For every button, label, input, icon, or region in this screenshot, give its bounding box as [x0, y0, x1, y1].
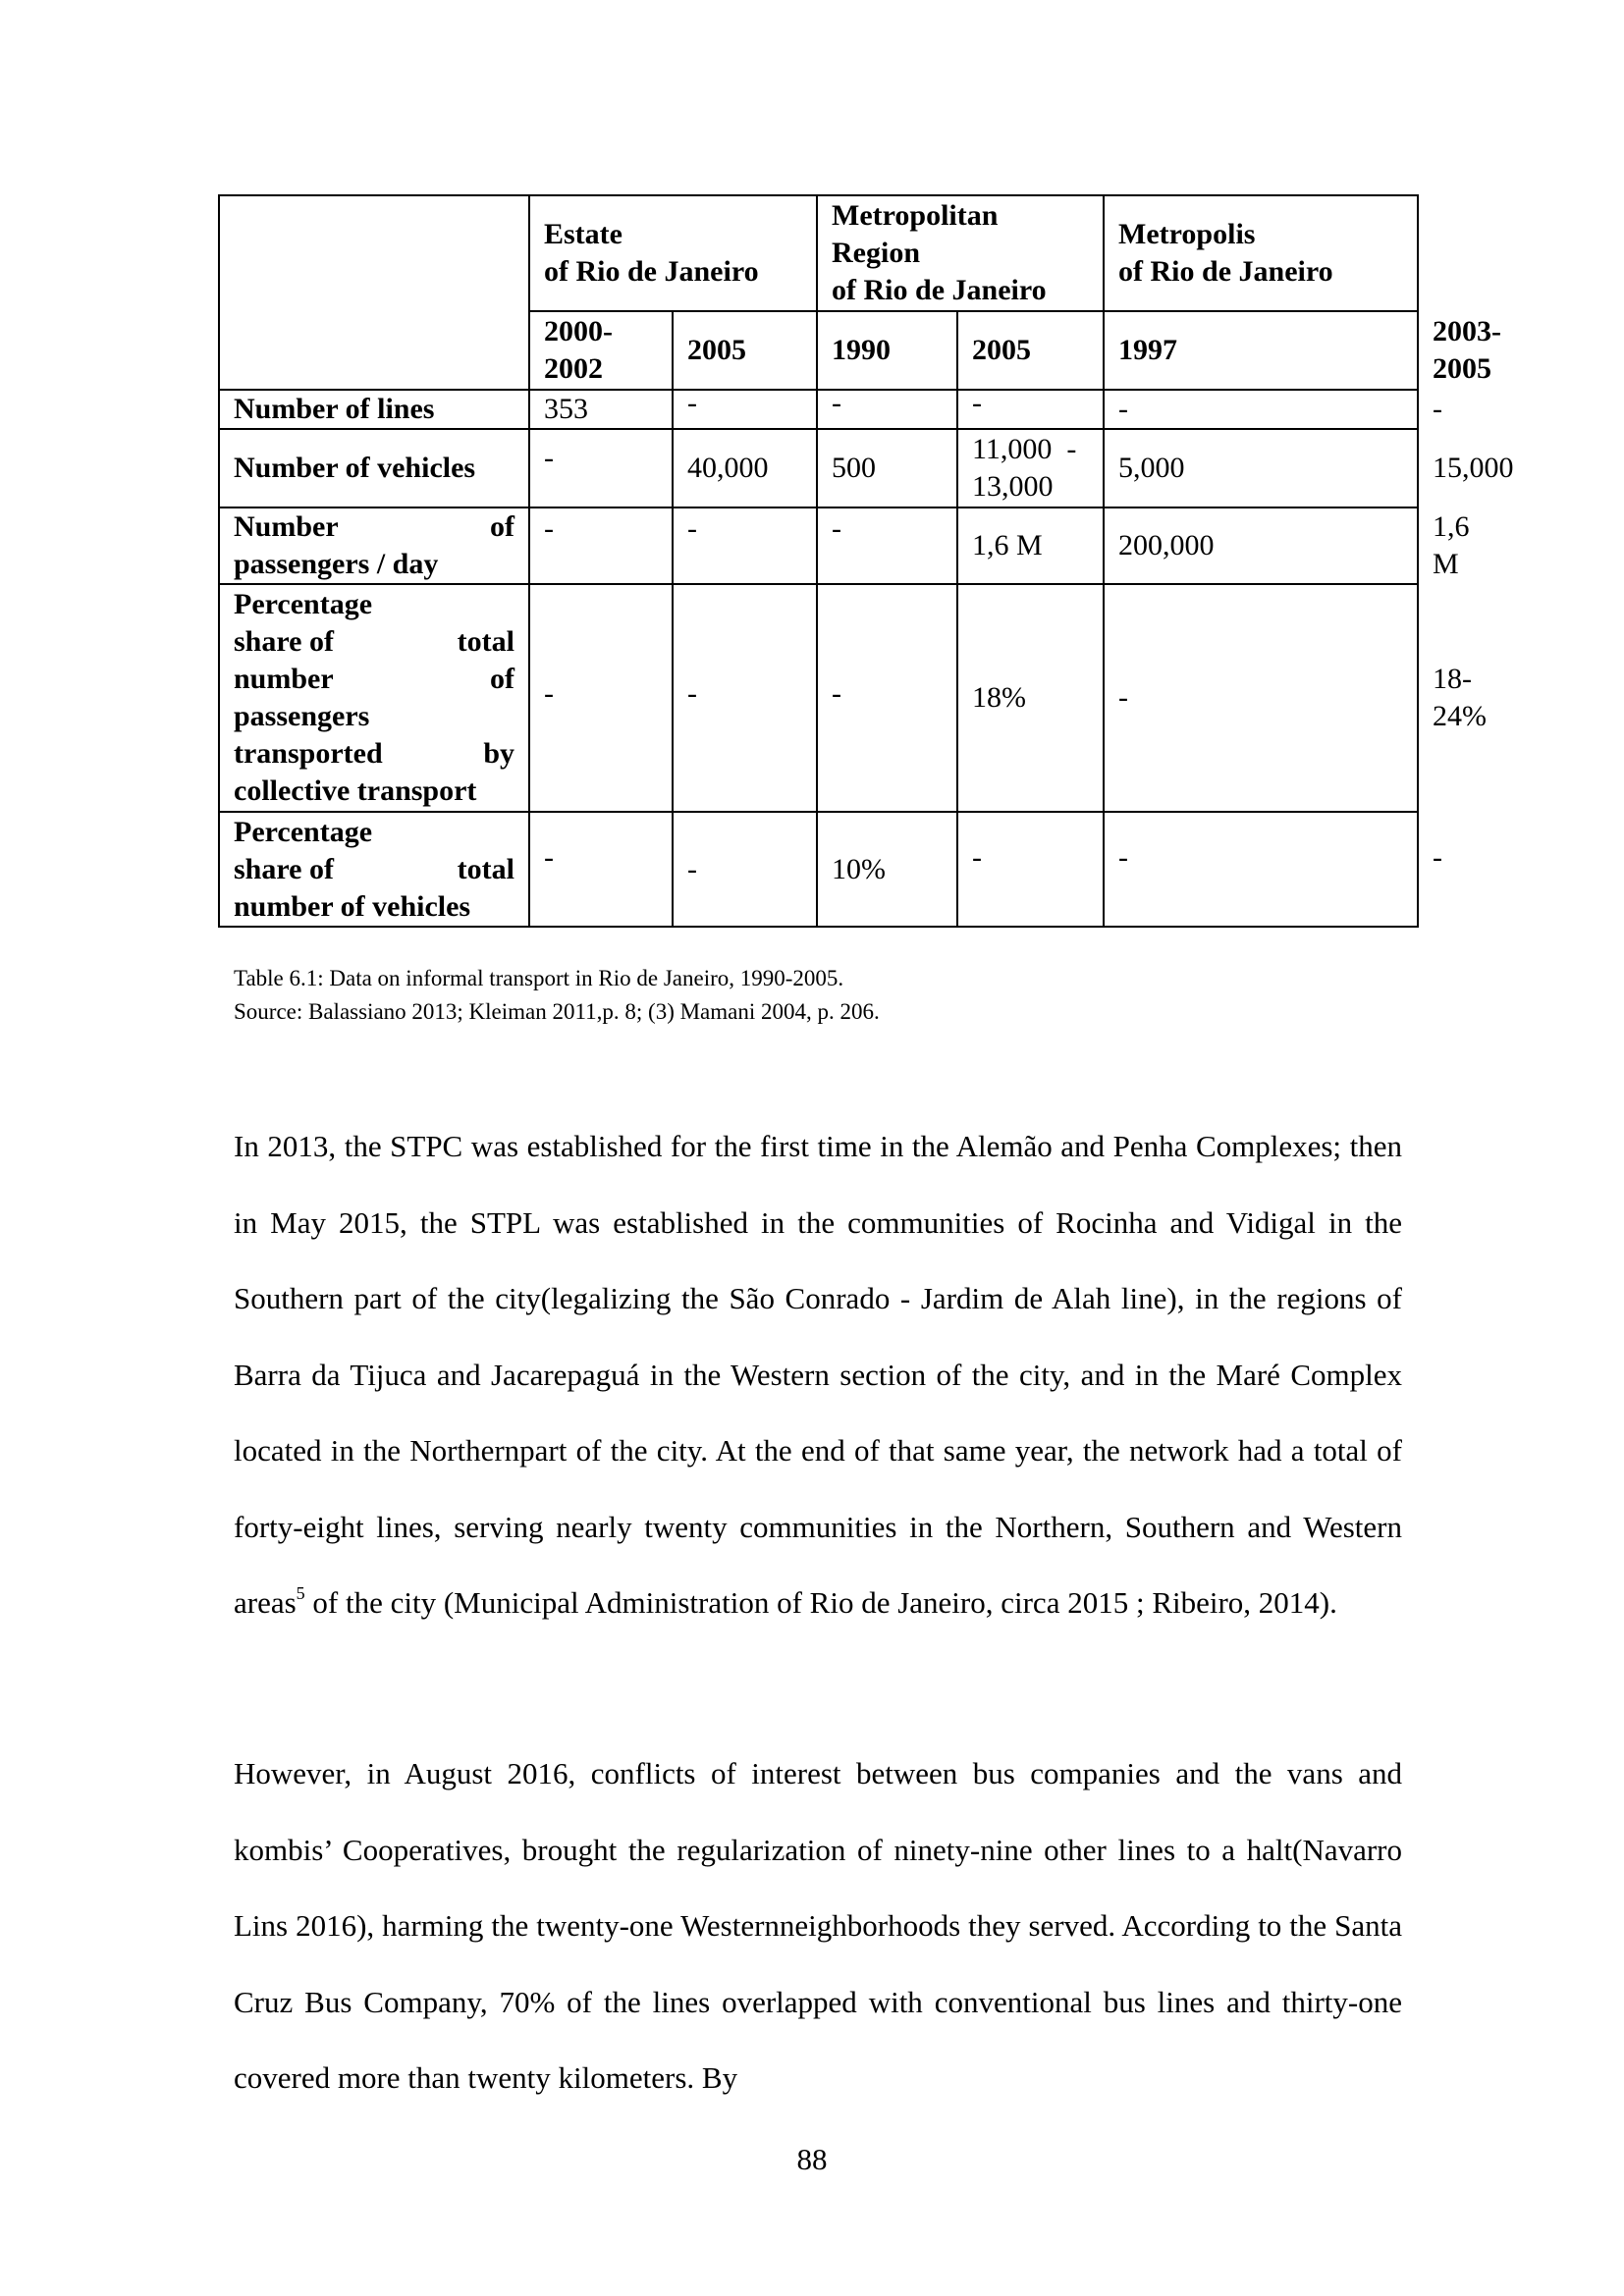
table-caption [234, 962, 880, 1029]
table-cell: 18% [957, 584, 1104, 812]
header-text: Metropolis [1118, 218, 1256, 250]
table-row: Number of passengers / day - - - 1,6 M 200,000 1,6 M [219, 507, 1418, 584]
row-label-line [234, 623, 514, 661]
header-text: 2000- [544, 315, 613, 347]
row-label-line: number of vehicles [234, 889, 471, 923]
table-cell: 200,000 [1104, 507, 1418, 584]
caption-source: Source: Balassiano 2013; Kleiman 2011,p. 8; (3) Mamani 2004, p. 206. [234, 999, 880, 1024]
table-row: Number of vehicles - 40,000 500 11,000 - 13,000 5,000 15,000 [219, 429, 1418, 507]
table-cell: 10% [817, 812, 957, 927]
year-header: 1990 [817, 311, 957, 390]
year-header [529, 311, 673, 390]
group-header-estate [529, 195, 817, 311]
header-text: of Rio de Janeiro [832, 274, 1047, 306]
table-row: Number of lines 353 - - - - - [219, 390, 1418, 429]
row-label [219, 507, 529, 584]
cell-text: - [832, 387, 842, 419]
row-label [219, 812, 529, 927]
label-word: total [457, 625, 514, 658]
table-cell: - [673, 812, 817, 927]
table-cell: 5,000 [1104, 429, 1418, 507]
cell-text: 13,000 [972, 470, 1054, 503]
cell-text: - [687, 387, 697, 419]
cell-text: - [544, 840, 554, 874]
table-cell [957, 387, 1104, 429]
row-label-line [234, 508, 514, 546]
body-paragraph: However, in August 2016, conflicts of interest between bus companies and the vans and kombis’ Cooperatives, brought the regularization of ninety-nine other lines to a halt(Navarro Lins 2016), harming the twenty-one Westernneighborhoods they served. According to the Santa Cruz Bus Company, 70% of the lines overlapped with conventional bus lines and thirty-one covered more than twenty kilometers. By [234, 1756, 1402, 2095]
informal-transport-table [218, 194, 1514, 928]
row-label-line [234, 851, 514, 888]
cell-text: - [544, 512, 554, 545]
cell-text: - [972, 840, 983, 874]
row-label-line [234, 735, 514, 773]
label-word: transported [234, 737, 383, 770]
footnote-marker[interactable]: 5 [296, 1583, 305, 1603]
group-header-metropolis [1104, 195, 1418, 311]
year-header: 2005 [957, 311, 1104, 390]
table-year-header-row: 2000- 2002 2005 1990 2005 1997 2003-2005 [219, 311, 1418, 390]
table-cell [673, 387, 817, 429]
table-cell: 353 [529, 390, 673, 429]
row-label-line: passengers [234, 700, 370, 732]
table-cell [529, 584, 673, 812]
row-label: Number of vehicles [219, 429, 529, 507]
label-word: share of [234, 852, 334, 885]
row-label-line: Percentage [234, 588, 373, 620]
row-label-line: passengers / day [234, 548, 439, 580]
table-cell: 1,6 M [957, 507, 1104, 584]
label-word: total [457, 852, 514, 885]
row-label-line: Percentage [234, 815, 373, 848]
header-text: Estate [544, 218, 623, 250]
table-row: Percentage share of total number of passengers transported by collective transport - - - 18% - 18-24% [219, 584, 1418, 812]
cell-text: - [687, 677, 697, 710]
year-header: 1997 [1104, 311, 1418, 390]
table-cell [817, 387, 957, 429]
year-header: 2005 [673, 311, 817, 390]
table-cell [529, 507, 673, 584]
header-text: 2002 [544, 352, 603, 385]
cell-text: - [832, 677, 842, 710]
table-cell: 500 [817, 429, 957, 507]
header-text: Metropolitan [832, 199, 999, 232]
table-cell [957, 812, 1104, 927]
label-word: of [490, 663, 514, 695]
table-cell: 40,000 [673, 429, 817, 507]
body-paragraph [234, 1108, 1402, 1641]
label-word: by [483, 737, 514, 770]
row-label-line: collective transport [234, 774, 477, 807]
table-cell [529, 429, 673, 507]
table-corner-cell [219, 195, 529, 390]
group-header-metropolitan-region [817, 195, 1104, 311]
cell-text: - [544, 677, 554, 710]
header-text: of Rio de Janeiro [544, 255, 759, 288]
row-label: Number of lines [219, 390, 529, 429]
table-cell: - [1104, 390, 1418, 429]
table-cell [817, 507, 957, 584]
table-cell [673, 507, 817, 584]
table-row: Percentage share of total number of vehicles - - 10% - - - [219, 812, 1418, 927]
caption-title: Table 6.1: Data on informal transport in Rio de Janeiro, 1990-2005. [234, 966, 844, 990]
table-cell [529, 812, 673, 927]
table-cell [673, 584, 817, 812]
cell-text: - [832, 512, 842, 545]
label-word: number [234, 663, 334, 695]
header-text: of Rio de Janeiro [1118, 255, 1333, 288]
cell-text: - [544, 442, 554, 474]
cell-text: - [687, 512, 697, 545]
table-cell: - [1104, 584, 1418, 812]
label-word: Number [234, 510, 339, 543]
label-word: share of [234, 625, 334, 658]
cell-text: - [972, 387, 983, 419]
cell-text: - [1118, 840, 1129, 874]
table-cell [817, 584, 957, 812]
table-cell [957, 429, 1104, 507]
table-cell [1104, 812, 1418, 927]
header-text: Region [832, 237, 921, 269]
paragraph-text: In 2013, the STPC was established for the first time in the Alemão and Penha Complexes; then in May 2015, the STPL was established in the communities of Rocinha and Vidigal in the Southern part of the city(legalizing the São Conrado - Jardim de Alah line), in the regions of Barra da Tijuca and Jacarepaguá in the Western section of the city, and in the Maré Complex located in the Northernpart of the city. At the end of that same year, the network had a total of forty-eight lines, serving nearly twenty communities in the Northern, Southern and Western areas [234, 1129, 1402, 1620]
page-number: 88 [796, 2142, 828, 2176]
row-label [219, 584, 529, 812]
cell-text: 11,000 - [972, 433, 1077, 465]
label-word: of [490, 510, 514, 543]
paragraph-text: of the city (Municipal Administration of Rio de Janeiro, circa 2015 ; Ribeiro, 2014). [304, 1585, 1337, 1620]
table-group-header-row [219, 195, 1418, 311]
row-label-line [234, 661, 514, 698]
